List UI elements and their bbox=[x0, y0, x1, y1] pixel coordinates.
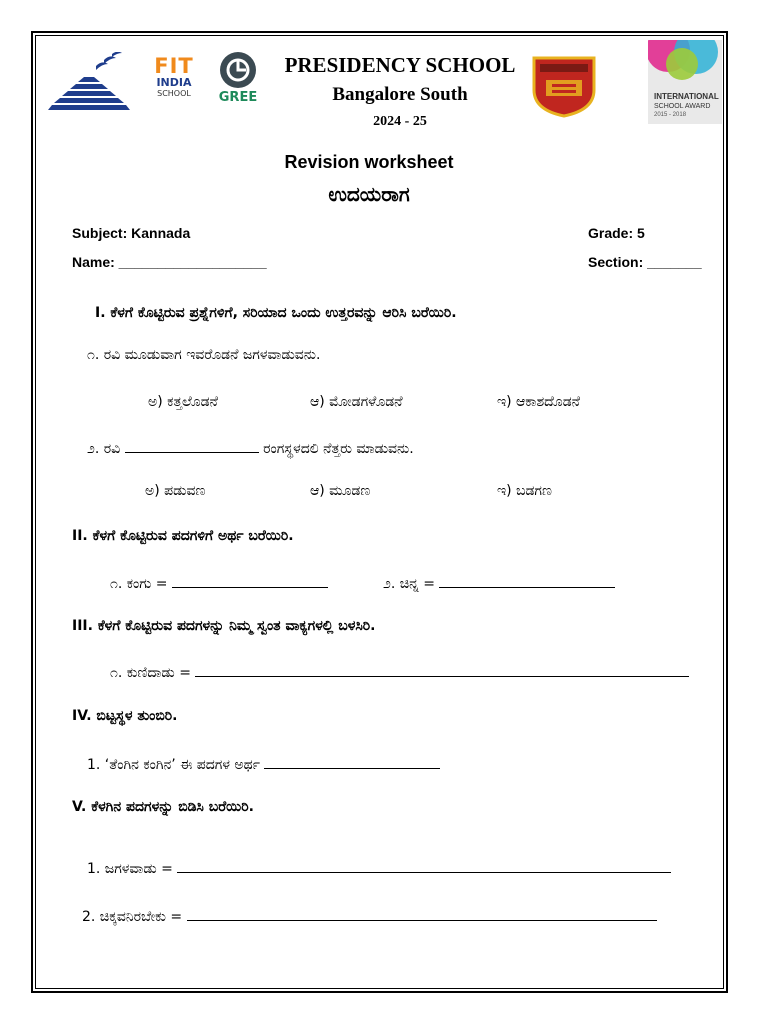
section-1-question-1: ೧. ರವಿ ಮೂಡುವಾಗ ಇವರೊಡನೆ ಜಗಳವಾಡುವನು. bbox=[87, 347, 321, 363]
worksheet-title: Revision worksheet bbox=[284, 152, 454, 172]
grade-label: Grade: 5 bbox=[588, 225, 645, 241]
section-5-heading: V. ಕೆಳಗಿನ ಪದಗಳನ್ನು ಬಿಡಿಸಿ ಬರೆಯಿರಿ. bbox=[72, 799, 254, 815]
fit-india-logo-text-3: SCHOOL bbox=[157, 89, 191, 98]
section-1-q2-option-c[interactable]: ಇ) ಬಡಗಣ bbox=[497, 483, 552, 499]
section-3-item-1-blank[interactable] bbox=[195, 664, 689, 677]
gree-logo bbox=[212, 50, 264, 110]
section-1-q2-blank[interactable] bbox=[125, 440, 259, 453]
section-4-item-1 bbox=[87, 756, 440, 773]
section-5-item-1 bbox=[87, 860, 671, 877]
section-3-item-1 bbox=[110, 664, 689, 681]
name-field[interactable]: Name: ___________________ bbox=[72, 254, 267, 270]
section-5-item-1-label: 1. ಜಗಳವಾಡು = bbox=[87, 861, 173, 877]
section-1-heading: I. ಕೆಳಗೆ ಕೊಟ್ಟಿರುವ ಪ್ರಶ್ನೆಗಳಿಗೆ, ಸರಿಯಾದ ಒಂದು ಉತ್ತರವನ್ನು ಆರಿಸಿ ಬರೆಯಿರಿ. bbox=[95, 305, 457, 321]
presidency-logo bbox=[46, 52, 132, 112]
gree-emblem-icon bbox=[218, 50, 258, 90]
section-3-item-1-label: ೧. ಕುಣಿದಾಡು = bbox=[110, 665, 191, 681]
section-1-q1-option-c[interactable]: ಇ) ಆಕಾಶದೊಡನೆ bbox=[497, 394, 580, 410]
award-circles-icon bbox=[648, 40, 722, 92]
award-text-1: INTERNATIONAL bbox=[654, 92, 719, 101]
worksheet-subtitle: ಉದಯರಾಗ bbox=[328, 182, 410, 206]
fit-india-logo-text-1: FIT bbox=[154, 54, 194, 78]
section-4-item-1-blank[interactable] bbox=[264, 756, 440, 769]
section-2-item-2-label: ೨. ಚಿನ್ನ = bbox=[383, 576, 436, 592]
subject-label: Subject: Kannada bbox=[72, 225, 191, 241]
section-1-question-2 bbox=[87, 440, 414, 457]
section-2-item-2 bbox=[383, 575, 615, 592]
page-border-inner bbox=[35, 35, 724, 989]
section-1-q2-suffix: ರಂಗಸ್ಥಳದಲಿ ನೆತ್ತರು ಮಾಡುವನು. bbox=[263, 441, 414, 457]
section-1-q1-option-b[interactable]: ಆ) ಮೋಡಗಳೊಡನೆ bbox=[310, 394, 403, 410]
section-4-item-1-label: 1. ‘ತೆಂಗಿನ ಕಂಗಿನ’ ಈ ಪದಗಳ ಅರ್ಥ bbox=[87, 757, 260, 773]
school-branch: Bangalore South bbox=[332, 84, 468, 105]
award-text-2: SCHOOL AWARD bbox=[654, 103, 711, 110]
crest-logo bbox=[530, 56, 598, 118]
section-5-item-2-blank[interactable] bbox=[187, 908, 657, 921]
school-name: PRESIDENCY SCHOOL bbox=[284, 53, 516, 77]
academic-year: 2024 - 25 bbox=[373, 114, 427, 129]
section-field[interactable]: Section: _______ bbox=[588, 254, 702, 270]
section-2-item-1-blank[interactable] bbox=[172, 575, 328, 588]
section-2-item-2-blank[interactable] bbox=[439, 575, 615, 588]
section-1-q1-option-a[interactable]: ಅ) ಕತ್ತಲೊಡನೆ bbox=[148, 394, 218, 410]
gree-logo-text: GREE bbox=[218, 90, 258, 105]
section-1-q2-prefix: ೨. ರವಿ bbox=[87, 441, 121, 457]
international-school-award-badge bbox=[648, 40, 722, 124]
section-2-heading: II. ಕೆಳಗೆ ಕೊಟ್ಟಿರುವ ಪದಗಳಿಗೆ ಅರ್ಥ ಬರೆಯಿರಿ. bbox=[72, 528, 294, 544]
section-2-item-1-label: ೧. ಕಂಗು = bbox=[110, 576, 168, 592]
section-5-item-2-label: 2. ಚಿಕ್ಕವನಿರಬೇಕು = bbox=[82, 909, 183, 925]
section-4-heading: IV. ಬಿಟ್ಟಸ್ಥಳ ತುಂಬಿರಿ. bbox=[72, 708, 178, 724]
award-text-3: 2015 - 2018 bbox=[654, 112, 687, 118]
section-2-item-1 bbox=[110, 575, 328, 592]
fit-india-logo bbox=[150, 55, 198, 109]
section-1-q2-option-a[interactable]: ಅ) ಪಡುವಣ bbox=[145, 483, 206, 499]
section-5-item-2 bbox=[82, 908, 657, 925]
section-5-item-1-blank[interactable] bbox=[177, 860, 671, 873]
section-3-heading: III. ಕೆಳಗೆ ಕೊಟ್ಟಿರುವ ಪದಗಳನ್ನು ನಿಮ್ಮ ಸ್ವಂತ ವಾಕ್ಯಗಳಲ್ಲಿ ಬಳಸಿರಿ. bbox=[72, 618, 376, 634]
fit-india-logo-text-2: INDIA bbox=[156, 76, 192, 89]
section-1-q2-option-b[interactable]: ಆ) ಮೂಡಣ bbox=[310, 483, 371, 499]
